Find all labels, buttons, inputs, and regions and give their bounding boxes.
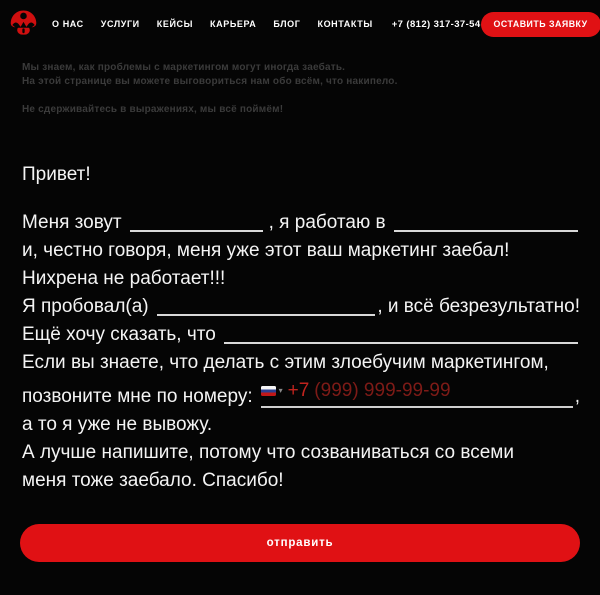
- phone-line-comma: ,: [574, 386, 580, 407]
- letter-line-more: [22, 321, 580, 349]
- letter-line-name: [22, 209, 580, 237]
- rant-letter-form: [0, 117, 600, 495]
- more-label: Ещё хочу сказать, что: [22, 324, 216, 345]
- letter-body: [22, 209, 580, 495]
- phone-input[interactable]: [261, 377, 573, 408]
- tried-label: Я пробовал(а): [22, 296, 149, 317]
- letter-line-rant2: [22, 265, 580, 293]
- submit-area: [0, 495, 600, 562]
- letter-line-tried: [22, 293, 580, 321]
- nav-item-blog[interactable]: БЛОГ: [273, 19, 301, 29]
- write-text-2: меня тоже заебало. Спасибо!: [22, 470, 284, 491]
- letter-line-cant: [22, 411, 580, 439]
- tried-input-blank[interactable]: [157, 314, 376, 316]
- intro-block: [0, 48, 600, 117]
- country-select-caret-icon[interactable]: ▾: [278, 386, 283, 395]
- intro-line-2: На этой странице вы можете выговориться нам обо всём, что накипело.: [22, 76, 398, 87]
- rant-text-2: Нихрена не работает!!!: [22, 268, 226, 289]
- main-nav: [52, 19, 373, 29]
- name-input-blank[interactable]: [130, 230, 263, 232]
- call-label: позвоните мне по номеру:: [22, 386, 253, 407]
- tried-suffix: , и всё безрезультатно!: [377, 296, 580, 317]
- cant-text: а то я уже не вывожу.: [22, 414, 213, 435]
- nav-item-services[interactable]: УСЛУГИ: [100, 19, 140, 29]
- letter-line-know: [22, 349, 580, 377]
- nav-item-about[interactable]: О НАС: [52, 19, 84, 29]
- phone-country-prefix: +7: [287, 380, 310, 401]
- leave-request-button[interactable]: ОСТАВИТЬ ЗАЯВКУ: [481, 12, 600, 37]
- letter-line-write1: [22, 439, 580, 467]
- letter-line-write2: [22, 467, 580, 495]
- letter-line-rant1: [22, 237, 580, 265]
- nav-item-career[interactable]: КАРЬЕРА: [210, 19, 257, 29]
- nav-item-cases[interactable]: КЕЙСЫ: [156, 19, 194, 29]
- name-label: Меня зовут: [22, 212, 122, 233]
- header-phone-link[interactable]: +7 (812) 317-37-54: [391, 18, 481, 30]
- letter-greeting: Привет!: [22, 164, 91, 185]
- intro-line-1: Мы знаем, как проблемы с маркетингом могут иногда заебать.: [22, 62, 346, 73]
- nav-item-contacts[interactable]: КОНТАКТЫ: [317, 19, 373, 29]
- letter-line-phone: [22, 377, 580, 411]
- top-navigation-bar: [0, 0, 600, 48]
- write-text-1: А лучше напишите, потому что созваниваться со всеми: [22, 442, 514, 463]
- company-input-blank[interactable]: [394, 230, 578, 232]
- mushroom-logo-icon[interactable]: [8, 9, 39, 40]
- send-button[interactable]: отправить: [20, 524, 580, 562]
- know-text: Если вы знаете, что делать с этим злоебучим маркетингом,: [22, 352, 549, 373]
- phone-placeholder-text: (999) 999-99-99: [314, 380, 451, 401]
- intro-note: Не сдерживайтесь в выражениях, мы всё поймём!: [22, 104, 284, 115]
- more-input-blank[interactable]: [224, 342, 578, 344]
- rant-text-1: и, честно говоря, меня уже этот ваш маркетинг заебал!: [22, 240, 510, 261]
- russia-flag-icon: [261, 386, 276, 396]
- company-label: , я работаю в: [268, 212, 386, 233]
